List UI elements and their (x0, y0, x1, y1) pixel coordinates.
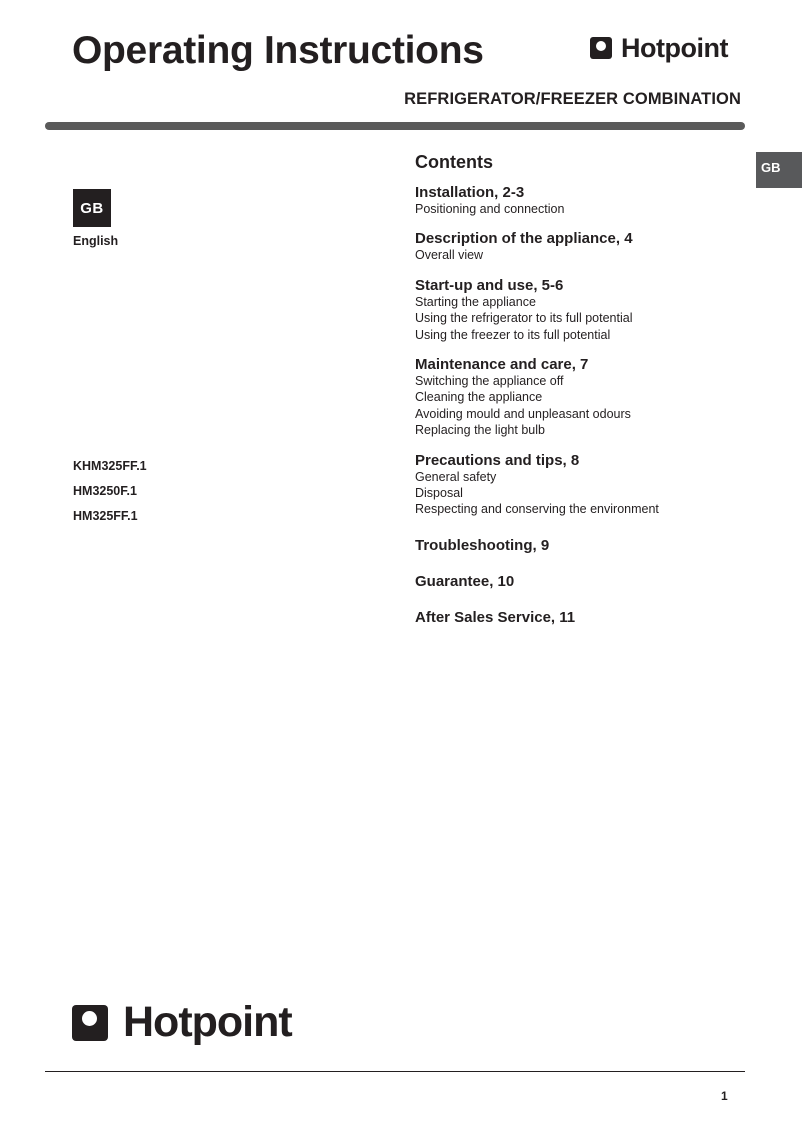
toc-section (415, 609, 745, 626)
page-title: Operating Instructions (72, 29, 484, 72)
toc-item: Switching the appliance off (415, 374, 564, 389)
brand-name: Hotpoint (621, 32, 728, 63)
toc-item: Starting the appliance (415, 294, 536, 309)
model-number: KHM325FF.1 (73, 459, 147, 473)
toc-heading: Precautions and tips, 8 (415, 451, 580, 469)
toc-heading: Installation, 2-3 (415, 184, 525, 201)
language-label: English (73, 234, 119, 248)
toc-item: Avoiding mould and unpleasant odours (415, 406, 631, 421)
footer-divider (45, 1071, 745, 1072)
hotpoint-logo-icon (72, 1005, 108, 1041)
model-list (73, 458, 147, 533)
toc-section (415, 230, 745, 263)
toc-heading: Troubleshooting, 9 (415, 536, 550, 554)
toc-section (415, 277, 745, 343)
toc-item: Cleaning the appliance (415, 390, 543, 405)
toc-section (415, 573, 745, 590)
contents-title: Contents (415, 152, 493, 172)
toc-heading: Maintenance and care, 7 (415, 356, 589, 374)
toc-item: Using the refrigerator to its full potential (415, 311, 633, 326)
model-number: HM325FF.1 (73, 509, 138, 523)
toc-heading: Guarantee, 10 (415, 572, 515, 590)
footer-brand-name: Hotpoint (123, 998, 292, 1046)
toc-section (415, 452, 745, 518)
header-divider (45, 122, 745, 130)
toc-item: Using the freezer to its full potential (415, 327, 611, 342)
toc-heading: After Sales Service, 11 (415, 608, 576, 626)
model-number: HM3250F.1 (73, 484, 137, 498)
toc-section (415, 184, 745, 217)
hotpoint-logo-icon (590, 37, 612, 59)
toc-section (415, 537, 745, 554)
toc-section (415, 356, 745, 439)
table-of-contents (415, 152, 745, 639)
toc-item: Disposal (415, 486, 463, 501)
footer-brand-logo (72, 998, 292, 1047)
toc-item: Respecting and conserving the environment (415, 502, 659, 517)
toc-heading: Description of the appliance, 4 (415, 230, 633, 248)
language-code-badge: GB (73, 189, 111, 227)
toc-heading: Start-up and use, 5-6 (415, 276, 564, 294)
page-number: 1 (721, 1089, 728, 1103)
toc-item: Replacing the light bulb (415, 423, 545, 438)
language-side-tab: GB (756, 152, 802, 188)
document-subtitle: REFRIGERATOR/FREEZER COMBINATION (404, 90, 741, 108)
toc-item: Overall view (415, 248, 484, 263)
brand-logo (590, 33, 728, 63)
toc-item: General safety (415, 469, 497, 484)
toc-item: Positioning and connection (415, 202, 565, 216)
